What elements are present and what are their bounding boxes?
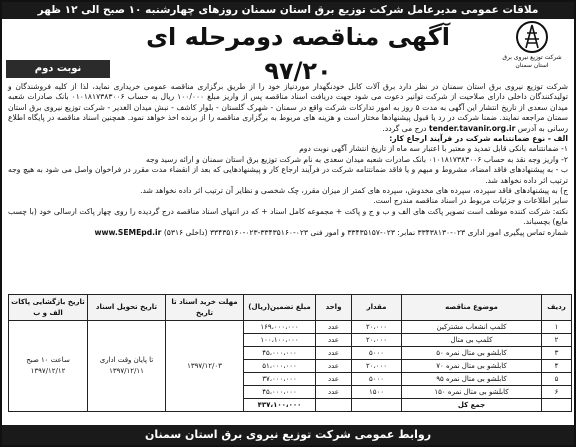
tender-portal-link[interactable]: tender.tavanir.org.ir <box>429 123 516 133</box>
notice-title: آگهی مناقصه دومرحله ای ۹۷/۲۰ <box>146 23 450 85</box>
col-quantity: مقدار <box>352 295 402 321</box>
col-unit: واحد <box>316 295 352 321</box>
col-subject: موضوع مناقصه <box>402 295 542 321</box>
col-delivery: تاریخ تحویل اسناد <box>88 295 166 321</box>
guarantee-item-2: ۲- واریز وجه نقد به حساب ۰۱۰۱۸۱۷۳۸۳۰۰۶ بانک صادرات شعبه میدان سعدی به نام شرکت توزیع برق استان سمنان و ارائه رسید وجه <box>145 154 568 164</box>
public-relations-footer: روابط عمومی شرکت توزیع نیروی برق استان سمنان <box>2 425 574 445</box>
table-row: ۴ کابلشو بی متال نمره ۷۰ ۲۰،۰۰۰ عدد ۵۱،۰۰۰،۰۰۰ <box>9 360 572 373</box>
guarantee-item-1: ۱- ضمانتنامه بانکی قابل تمدید و معتبر با اعتبار سه ماه از تاریخ انتشار آگهی نوبت دوم <box>299 144 568 154</box>
notice-body <box>8 82 568 238</box>
power-tower-icon <box>515 20 549 54</box>
meeting-note-bar: ملاقات عمومی مدیرعامل شرکت توزیع برق استان سمنان روزهای چهارشنبه ۱۰ صبح الی ۱۲ ظهر <box>2 2 574 19</box>
opening-date-cell: ساعت ۱۰ صبح ۱۳۹۷/۱۲/۱۲ <box>9 321 88 412</box>
col-row: ردیف <box>542 295 572 321</box>
company-logo <box>495 20 569 70</box>
intro-paragraph: شرکت توزیع نیروی برق استان سمنان در نظر دارد برق آلات کابل خودنگهدار موردنیاز خود را از طریق برگزاری مناقصه عمومی خریداری نماید، لذا از کلیه فروشندگان و تولیدکنندگان داخلی دارای صلاحیت از شرکت توانیر دعوت می شود جهت دریافت اسناد مناقصه پس از واریز مبلغ ۱۰۰/۰۰۰ ریال به حساب ۰۱۰۱۸۱۷۳۸۳۰۰۶ بانک صادرات شعبه میدان سعدی از تاریخ انتشار این آگهی به مدت ۵ روز به امور تدارکات شرکت واقع در سمنان - شهرک گلستان - بلوار کاشف - نبش میدان الغدیر - شرکت توزیع نیروی برق استان سمنان مراجعه نمایند. ضمنا شرکت در رد یا قبول پیشنهادها مختار است و هزینه های مربوط به برگزاری مناقصه را از برنده اخذ خواهد نمود. همچنین اسناد مناقصه در پایگاه اطلاع رسانی به آدرس tender.tavanir.org.ir درج می گردد. <box>8 82 568 133</box>
note-e: نکته: شرکت کننده موظف است تصویر پاکت های الف و ب و ج و پاکت + مجموعه کامل اسناد + که در انتهای اسناد مناقصه درج گردیده را روی چهار پاکت ارسالی خود (با چسب مایع) بچسباند. <box>8 206 568 227</box>
table-row: ۶ کابلشو بی متال نمره ۱۵۰ ۱۵۰۰ عدد ۴۵،۰۰۰،۰۰۰ <box>9 386 572 399</box>
col-opening: تاریخ بازگشایی پاکات الف و ب <box>9 295 88 321</box>
table-row: ۵ کابلشو بی متال نمره ۹۵ ۵۰۰۰ عدد ۳۷،۰۰۰،۰۰۰ <box>9 373 572 386</box>
logo-caption: شرکت توزیع نیروی برق استان سمنان <box>502 54 562 69</box>
table-header-row <box>9 295 572 321</box>
delivery-deadline-cell: تا پایان وقت اداری ۱۳۹۷/۱۲/۱۱ <box>88 321 166 412</box>
contact-line: شماره تماس پیگیری امور اداری ۰۲۳-۳۳۴۳۸۱۳۰ نمابر: ۰۲۳-۳۳۴۳۵۱۵۷ و امور فنی ۰۲۳-۳۳۴۳۵۱۶۰-۰۲۳-۳۳۴۳۵۱۶۰ (داخلی ۵۳۱۶) www.SEMEpd.ir <box>94 227 568 237</box>
table-row: ۱ کلمپ انشعاب مشترکین ۲۰،۰۰۰ عدد ۱۶۹،۰۰۰،۰۰۰ ۱۳۹۷/۱۲/۰۳ تا پایان وقت اداری ۱۳۹۷/۱۲/۱۱ ساعت ۱۰ صبح ۱۳۹۷/۱۲/۱۲ <box>9 321 572 334</box>
col-guarantee: مبلغ تضمین(ریال) <box>244 295 316 321</box>
table-row: ۲ کلمپ بی متال ۲۰،۰۰۰ عدد ۱۰۰،۱۰۰،۰۰۰ <box>9 334 572 347</box>
col-purchase-deadline: مهلت خرید اسناد تا تاریخ <box>166 295 244 321</box>
guarantee-intro: الف - نوع ضمانتنامه شرکت در فرآیند ارجاع کار: <box>389 134 568 144</box>
note-d: سایر اطلاعات و جزئیات مربوط در اسناد مناقصه مندرج است. <box>373 196 568 206</box>
table-row: ۳ کابلشو بی متال نمره ۵۰ ۵۰۰۰ عدد ۴۵،۰۰۰،۰۰۰ <box>9 347 572 360</box>
purchase-deadline-cell: ۱۳۹۷/۱۲/۰۳ <box>166 321 244 412</box>
tender-items-table <box>8 294 572 412</box>
note-b: ب - به پیشنهادهای فاقد امضاء، مشروط و مبهم و یا فاقد ضمانتنامه شرکت در فرآیند ارجاع کار و پیشنهادهایی که بعد از انقضاء مدت مقرر در فراخوان واصل می شود به هیچ وجه ترتیب اثر داده نخواهد شد. <box>8 165 568 185</box>
note-c: ج) به پیشنهادهای فاقد سپرده، سپرده های مخدوش، سپرده های کمتر از میزان مقرر، چک شخصی و نظایر آن ترتیب اثر داده نخواهد شد. <box>140 186 568 196</box>
total-label: جمع کل <box>402 399 542 412</box>
stage-badge: نوبت دوم <box>6 60 110 78</box>
total-value: ۴۳۷،۱۰۰،۰۰۰ <box>244 399 316 412</box>
website-link[interactable]: www.SEMEpd.ir <box>94 227 162 237</box>
